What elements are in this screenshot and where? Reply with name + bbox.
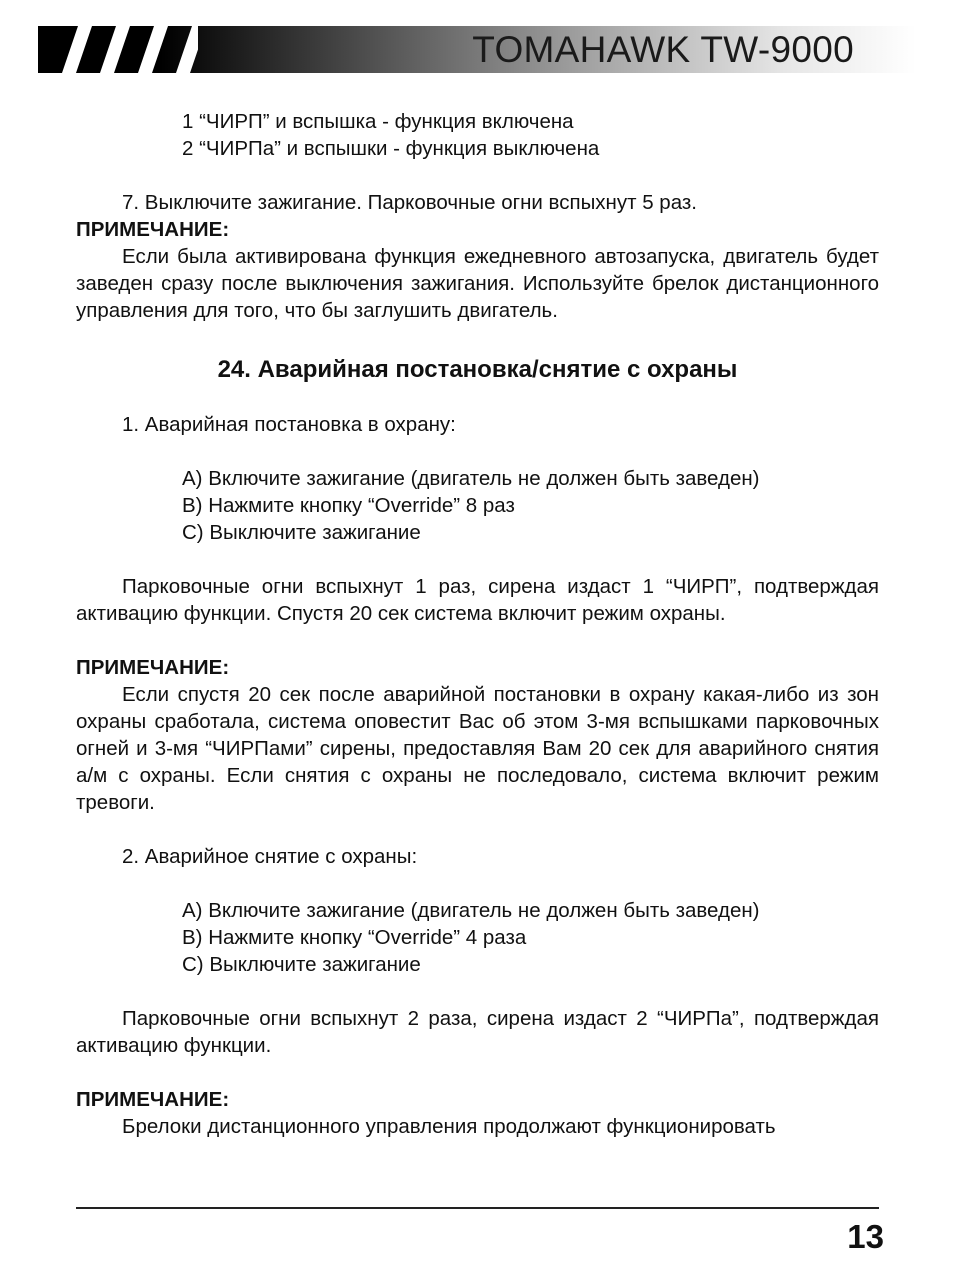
chirp-off-line: 2 “ЧИРПа” и вспышки - функция выключена bbox=[182, 137, 600, 160]
page-header bbox=[38, 26, 916, 73]
header-stripes-decoration bbox=[38, 26, 198, 73]
final-note: Брелоки дистанционного управления продолжают функционировать bbox=[122, 1115, 776, 1138]
page-content bbox=[76, 108, 879, 1140]
disarm-step-b: B) Нажмите кнопку “Override” 4 раза bbox=[182, 926, 527, 949]
note-label: ПРИМЕЧАНИЕ: bbox=[76, 218, 230, 241]
section-title: 24. Аварийная постановка/снятие с охраны bbox=[217, 356, 738, 383]
step-7: 7. Выключите зажигание. Парковочные огни вспыхнут 5 раз. bbox=[122, 191, 697, 214]
disarm-heading: 2. Аварийное снятие с охраны: bbox=[122, 845, 418, 868]
disarm-step-a: A) Включите зажигание (двигатель не должен быть заведен) bbox=[182, 899, 760, 922]
page-number: 13 bbox=[847, 1218, 884, 1255]
arm-result: Парковочные огни вспыхнут 1 раз, сирена издаст 1 “ЧИРП”, подтверждая активацию функции. Спустя 20 сек система включит режим охраны. bbox=[76, 575, 879, 625]
arm-note-label: ПРИМЕЧАНИЕ: bbox=[76, 656, 230, 679]
disarm-step-c: C) Выключите зажигание bbox=[182, 953, 421, 976]
arm-step-a: A) Включите зажигание (двигатель не должен быть заведен) bbox=[182, 467, 760, 490]
note-text: Если была активирована функция ежедневного автозапуска, двигатель будет заведен сразу после выключения зажигания. Используйте брелок дистанционного управления для того, что бы заглушить двигатель. bbox=[76, 245, 879, 322]
footer-rule bbox=[76, 1207, 879, 1209]
chirp-on-line: 1 “ЧИРП” и вспышка - функция включена bbox=[182, 110, 574, 133]
arm-step-b: B) Нажмите кнопку “Override” 8 раз bbox=[182, 494, 515, 517]
arm-step-c: C) Выключите зажигание bbox=[182, 521, 421, 544]
arm-heading: 1. Аварийная постановка в охрану: bbox=[122, 413, 456, 436]
arm-note: Если спустя 20 сек после аварийной постановки в охрану какая-либо из зон охраны сработала, система оповестит Вас об этом 3-мя вспышками парковочных огней и 3-мя “ЧИРПами” сирены, предоставляя Вам 20 сек для аварийного снятия а/м с охраны. Если снятия с охраны не последовало, система включит режим тревоги. bbox=[76, 683, 879, 814]
disarm-result: Парковочные огни вспыхнут 2 раза, сирена издаст 2 “ЧИРПа”, подтверждая активацию функции. bbox=[76, 1007, 879, 1057]
final-note-label: ПРИМЕЧАНИЕ: bbox=[76, 1088, 230, 1111]
header-title: TOMAHAWK TW-9000 bbox=[472, 29, 854, 70]
